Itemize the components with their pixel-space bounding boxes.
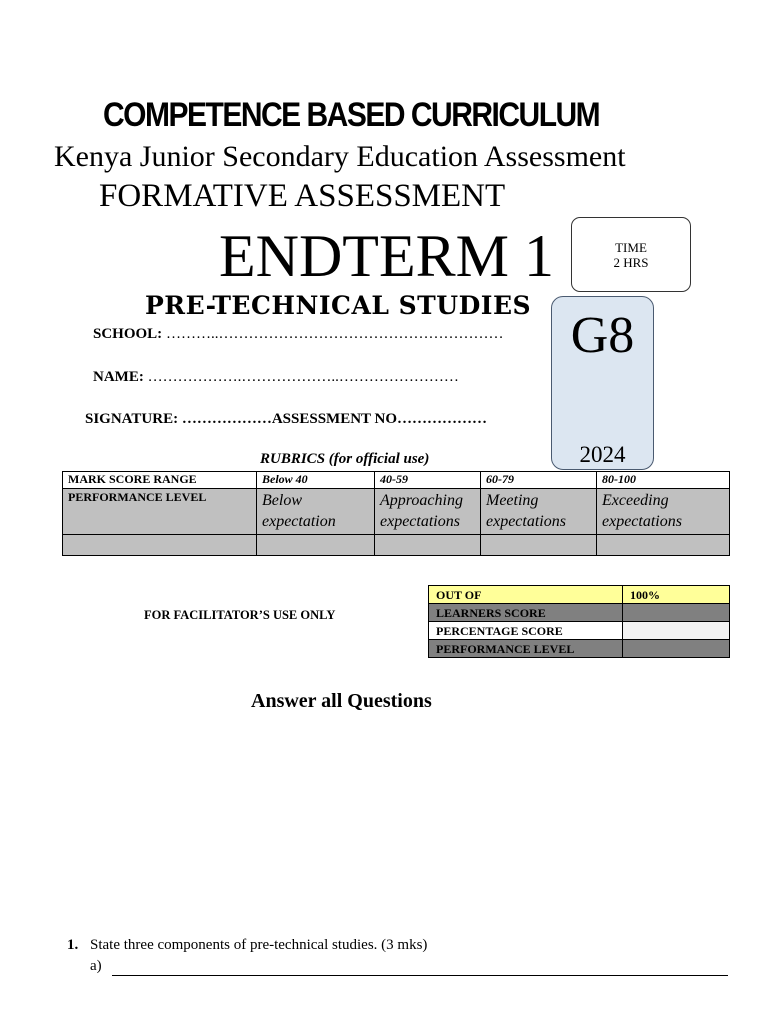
out-of-label: OUT OF (429, 586, 623, 604)
range-cell: 60-79 (481, 472, 597, 489)
school-field (93, 326, 503, 343)
table-row (429, 586, 730, 604)
mark-score-range-label: MARK SCORE RANGE (63, 472, 257, 489)
performance-level-value (623, 640, 730, 658)
instructions: Answer all Questions (251, 690, 432, 712)
year-label: 2024 (579, 442, 626, 467)
name-blank: ……………….………………..…………………… (147, 369, 459, 385)
facilitator-label: FOR FACILITATOR’S USE ONLY (144, 608, 336, 622)
level-cell (257, 489, 375, 535)
school-blank: ………..………………………………………………… (165, 326, 504, 342)
level-line: Approaching (380, 492, 463, 509)
assessment-no-label: ASSESSMENT NO (271, 411, 398, 427)
learners-score-value (623, 604, 730, 622)
exam-title: ENDTERM 1 (219, 223, 554, 289)
level-line: expectations (486, 513, 566, 530)
time-label: TIME (615, 239, 647, 255)
level-line: expectations (380, 513, 460, 530)
table-row (429, 604, 730, 622)
question-text: State three components of pre-technical studies. (3 mks) (90, 937, 428, 953)
performance-level-label: PERFORMANCE LEVEL (63, 489, 257, 535)
range-cell: Below 40 (257, 472, 375, 489)
level-cell (481, 489, 597, 535)
grade-label: G8 (570, 307, 635, 364)
level-cell (597, 489, 730, 535)
rubrics-title: RUBRICS (for official use) (260, 451, 430, 467)
question-number: 1. (67, 937, 79, 953)
answer-line[interactable] (112, 975, 728, 976)
percentage-score-value (623, 622, 730, 640)
assessment-body: Kenya Junior Secondary Education Assessment (54, 140, 626, 173)
level-line: expectations (602, 513, 682, 530)
table-row (63, 489, 730, 535)
signature-label: SIGNATURE: (85, 411, 179, 427)
table-row (429, 622, 730, 640)
question-1 (67, 937, 427, 954)
range-cell: 40-59 (375, 472, 481, 489)
out-of-value: 100% (623, 586, 730, 604)
level-cell (375, 489, 481, 535)
level-line: expectation (262, 513, 336, 530)
empty-cell (63, 535, 257, 556)
score-table (428, 585, 730, 658)
table-row (429, 640, 730, 658)
question-part-label: a) (90, 958, 102, 974)
signature-field (85, 411, 487, 428)
curriculum-heading: COMPETENCE BASED CURRICULUM (103, 96, 600, 134)
empty-cell (597, 535, 730, 556)
level-line: Exceeding (602, 492, 669, 509)
subject-title: PRE-TECHNICAL STUDIES (145, 291, 532, 320)
rubrics-table (62, 471, 730, 556)
empty-cell (375, 535, 481, 556)
performance-level-score-label: PERFORMANCE LEVEL (429, 640, 623, 658)
level-line: Meeting (486, 492, 539, 509)
assessment-type: FORMATIVE ASSESSMENT (99, 178, 506, 214)
level-line: Below (262, 492, 302, 509)
learners-score-label: LEARNERS SCORE (429, 604, 623, 622)
time-value: 2 HRS (613, 254, 649, 270)
school-label: SCHOOL: (93, 326, 163, 342)
range-cell: 80-100 (597, 472, 730, 489)
name-field (93, 369, 459, 386)
table-row (63, 472, 730, 489)
assessment-no-blank: ……………… (397, 411, 488, 427)
signature-blank: ……………… (181, 411, 272, 427)
table-row (63, 535, 730, 556)
time-box (571, 217, 691, 292)
empty-cell (481, 535, 597, 556)
name-label: NAME: (93, 369, 144, 385)
empty-cell (257, 535, 375, 556)
percentage-score-label: PERCENTAGE SCORE (429, 622, 623, 640)
